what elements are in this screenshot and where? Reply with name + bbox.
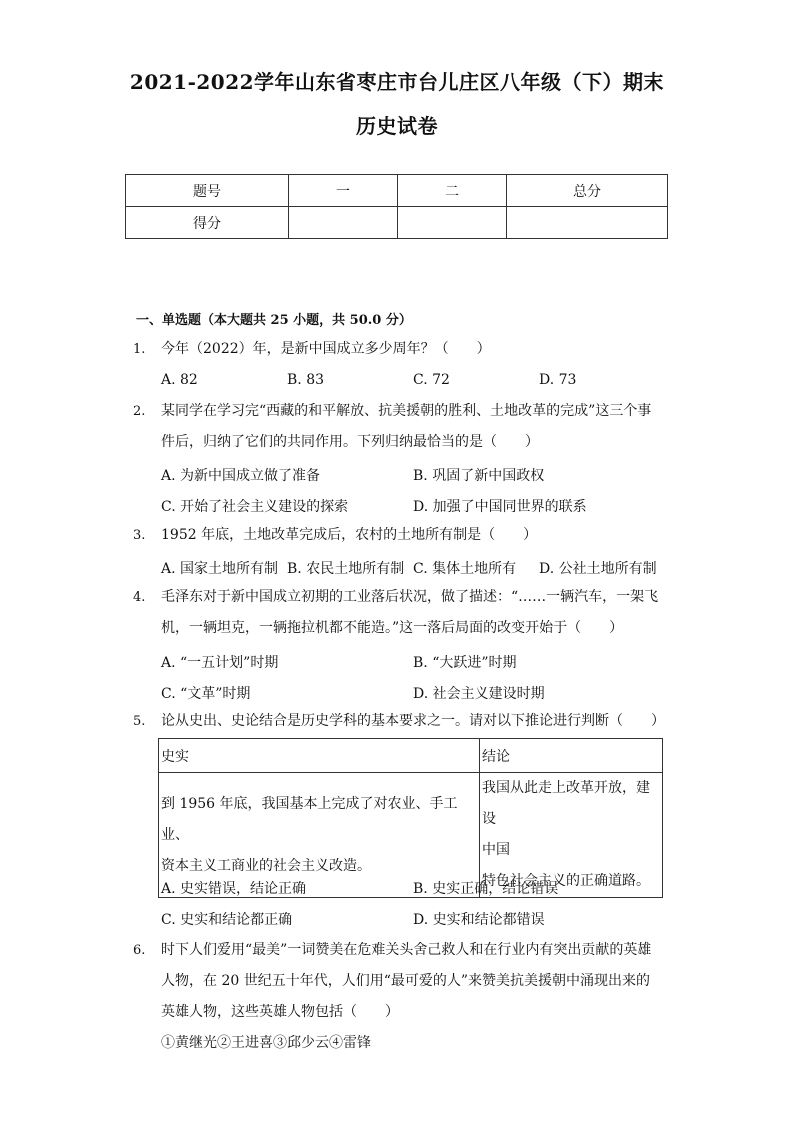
score-cell: 总分 — [507, 175, 668, 207]
score-cell — [289, 207, 398, 239]
question-text: 某同学在学习完“西藏的和平解放、抗美援朝的胜利、土地改革的完成”这三个事 — [161, 403, 652, 419]
option-c: C. “文革”时期 — [161, 686, 251, 702]
score-cell: 二 — [398, 175, 507, 207]
option-c: C. 开始了社会主义建设的探索 — [161, 499, 349, 515]
score-cell — [507, 207, 668, 239]
exam-title-line1: 2021-2022学年山东省枣庄市台儿庄区八年级（下）期末 — [129, 70, 665, 94]
score-cell: 一 — [289, 175, 398, 207]
option-b: B. 巩固了新中国政权 — [413, 468, 545, 484]
question-text: 件后，归纳了它们的共同作用。下列归纳最恰当的是（ ） — [161, 434, 539, 450]
question-text: 时下人们爱用“最美”一词赞美在危难关头舍己救人和在行业内有突出贡献的英雄 — [161, 942, 652, 958]
option-b: B. “大跃进”时期 — [413, 655, 517, 671]
option-c: C. 史实和结论都正确 — [161, 912, 293, 928]
score-table-row — [126, 175, 668, 207]
option-a: A. “一五计划”时期 — [161, 655, 279, 671]
question-options-line: ①黄继光②王进喜③邱少云④雷锋 — [161, 1035, 371, 1051]
option-d: D. 史实和结论都错误 — [413, 912, 545, 928]
option-a: A. 82 — [161, 372, 198, 388]
option-a: A. 史实错误，结论正确 — [161, 881, 307, 897]
option-d: D. 73 — [539, 372, 577, 388]
fact-line: 到 1956 年底，我国基本上完成了对农业、手工业、 — [161, 795, 458, 843]
score-table-row — [126, 207, 668, 239]
option-b: B. 83 — [287, 372, 325, 388]
question-text: 1952 年底，土地改革完成后，农村的土地所有制是（ ） — [161, 527, 538, 543]
question-text: 机，一辆坦克，一辆拖拉机都不能造。”这一落后局面的改变开始于（ ） — [161, 620, 624, 636]
score-cell: 得分 — [126, 207, 289, 239]
option-d: D. 加强了中国同世界的联系 — [413, 499, 587, 515]
question-number: 5. — [133, 714, 146, 729]
conclusion-line: 特色社会主义的正确道路。 — [482, 873, 650, 889]
score-cell: 题号 — [126, 175, 289, 207]
conclusion-line: 中国 — [482, 842, 510, 858]
question-number: 2. — [133, 404, 146, 419]
conclusion-line: 我国从此走上改革开放，建设 — [482, 780, 650, 827]
option-d: D. 社会主义建设时期 — [413, 686, 545, 702]
option-a: A. 为新中国成立做了准备 — [161, 468, 321, 484]
option-d: D. 公社土地所有制 — [539, 561, 657, 577]
question-number: 4. — [133, 590, 146, 605]
section-heading: 一、单选题（本大题共 25 小题，共 50.0 分） — [136, 313, 412, 328]
question-number: 6. — [133, 943, 146, 958]
exam-title-line2: 历史试卷 — [356, 114, 438, 138]
question-text: 英雄人物，这些英雄人物包括（ ） — [161, 1004, 399, 1020]
question-text: 今年（2022）年，是新中国成立多少周年？（ ） — [161, 341, 491, 357]
option-c: C. 72 — [413, 372, 450, 388]
option-a: A. 国家土地所有制 — [161, 561, 279, 577]
table-header-row — [159, 739, 663, 773]
score-table — [125, 174, 668, 239]
question-number: 1. — [133, 342, 146, 357]
question-text: 毛泽东对于新中国成立初期的工业落后状况，做了描述：“……一辆汽车，一架飞 — [161, 589, 659, 605]
option-c: C. 集体土地所有 — [413, 561, 517, 577]
question-text: 论从史出、史论结合是历史学科的基本要求之一。请对以下推论进行判断（ ） — [161, 713, 665, 729]
option-b: B. 史实正确，结论错误 — [413, 881, 559, 897]
table-header-fact: 史实 — [159, 739, 480, 773]
question-text: 人物，在 20 世纪五十年代，人们用“最可爱的人”来赞美抗美援朝中涌现出来的 — [161, 973, 651, 989]
option-b: B. 农民土地所有制 — [287, 561, 405, 577]
question-number: 3. — [133, 528, 146, 543]
score-cell — [398, 207, 507, 239]
fact-conclusion-table — [158, 738, 663, 898]
fact-line: 资本主义工商业的社会主义改造。 — [161, 857, 371, 874]
table-header-conclusion: 结论 — [480, 739, 663, 773]
